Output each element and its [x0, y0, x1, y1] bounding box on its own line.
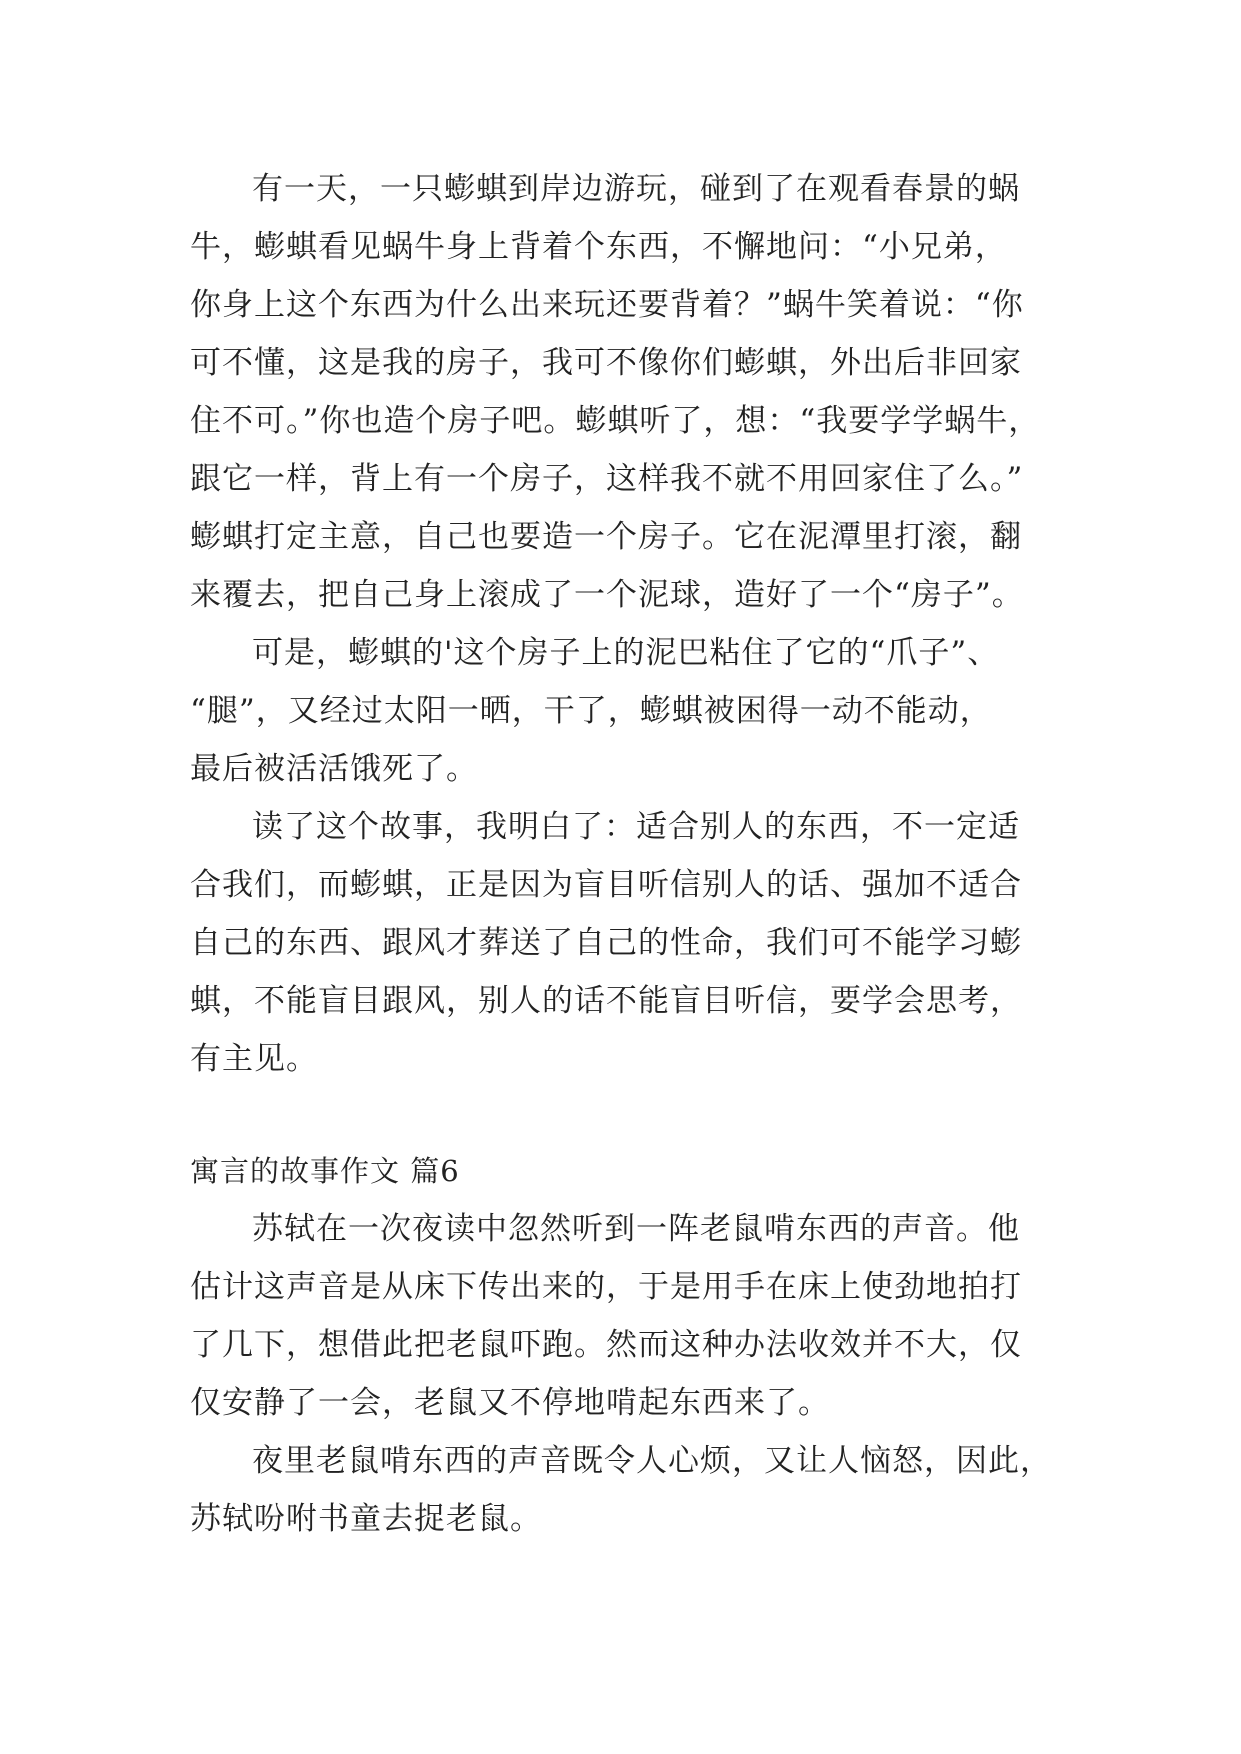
- text-line: 来覆去，把自己身上滚成了一个泥球，造好了一个“房子”。: [190, 577, 1024, 613]
- paragraph-story6-1: [190, 1200, 1070, 1432]
- text-line: 可不懂，这是我的房子，我可不像你们蟛蜞，外出后非回家: [190, 345, 1022, 381]
- document-page: [190, 160, 1070, 1548]
- text-line: 可是，蟛蜞的'这个房子上的泥巴粘住了它的“爪子”、: [252, 635, 1000, 671]
- text-line: 蟛蜞打定主意，自己也要造一个房子。它在泥潭里打滚，翻: [190, 519, 1022, 555]
- text-line: “腿”，又经过太阳一晒，干了，蟛蜞被困得一动不能动，: [190, 693, 992, 729]
- text-line: 有一天，一只蟛蜞到岸边游玩，碰到了在观看春景的蜗: [252, 171, 1020, 207]
- text-line: 仅安静了一会，老鼠又不停地啃起东西来了。: [190, 1385, 830, 1421]
- paragraph-story6-2: [190, 1432, 1070, 1548]
- text-line: 读了这个故事，我明白了：适合别人的东西，不一定适: [252, 809, 1020, 845]
- text-line: 住不可。”你也造个房子吧。蟛蜞听了，想：“我要学学蜗牛，: [190, 403, 1041, 439]
- text-line: 最后被活活饿死了。: [190, 751, 478, 787]
- text-line: 合我们，而蟛蜞，正是因为盲目听信别人的话、强加不适合: [190, 867, 1022, 903]
- text-line: 蜞，不能盲目跟风，别人的话不能盲目听信，要学会思考，: [190, 983, 1022, 1019]
- text-line: 自己的东西、跟风才葬送了自己的性命，我们可不能学习蟛: [190, 925, 1022, 961]
- text-line: 夜里老鼠啃东西的声音既令人心烦，又让人恼怒，因此，: [252, 1443, 1052, 1479]
- paragraph-story5-3: [190, 798, 1070, 1088]
- section-gap: [190, 1088, 1070, 1142]
- paragraph-story5-1: [190, 160, 1070, 624]
- text-line: 了几下，想借此把老鼠吓跑。然而这种办法收效并不大，仅: [190, 1327, 1022, 1363]
- section-heading: 寓言的故事作文 篇6: [190, 1154, 460, 1188]
- text-line: 估计这声音是从床下传出来的，于是用手在床上使劲地拍打: [190, 1269, 1022, 1305]
- text-line: 有主见。: [190, 1041, 318, 1077]
- text-line: 苏轼在一次夜读中忽然听到一阵老鼠啃东西的声音。他: [252, 1211, 1020, 1247]
- text-line: 跟它一样，背上有一个房子，这样我不就不用回家住了么。”: [190, 461, 1024, 497]
- text-line: 你身上这个东西为什么出来玩还要背着？”蜗牛笑着说：“你: [190, 287, 1024, 323]
- text-line: 牛，蟛蜞看见蜗牛身上背着个东西，不懈地问：“小兄弟，: [190, 229, 1007, 265]
- paragraph-story5-2: [190, 624, 1070, 798]
- text-line: 苏轼吩咐书童去捉老鼠。: [190, 1501, 542, 1537]
